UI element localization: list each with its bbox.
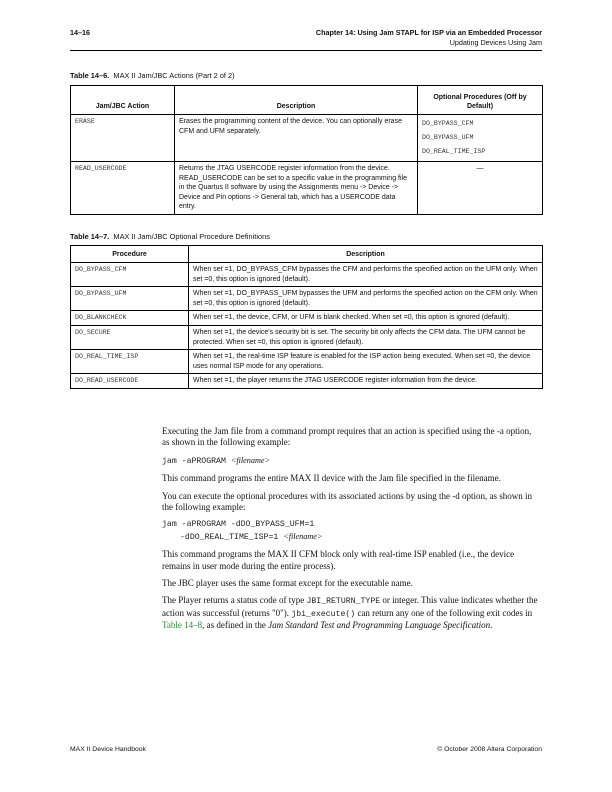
inline-code: JBI_RETURN_TYPE [306, 597, 381, 607]
table2-cell-procedure: DO_REAL_TIME_ISP [71, 350, 189, 374]
inline-code: jbi_execute() [291, 609, 356, 619]
table2-cell-procedure: DO_SECURE [71, 325, 189, 349]
text: The Player returns a status code of type [162, 595, 307, 606]
text: can return any one of the following exit codes in [355, 607, 533, 618]
optional-procedures-table [70, 245, 543, 389]
table2-cell-procedure: DO_BLANKCHECK [71, 311, 189, 326]
text: . [490, 620, 493, 631]
table2-cell-procedure: DO_BYPASS_UFM [71, 287, 189, 311]
table1-cell-action: ERASE [71, 115, 175, 162]
table2-cell-description: When set =1, DO_BYPASS_UFM bypasses the UFM and performs the specified action on the CFM only. When set =0, this option is ignored (default). [189, 287, 543, 311]
code-filename: <filename> [230, 455, 271, 465]
table-row [71, 263, 543, 287]
chapter-title: Chapter 14: Using Jam STAPL for ISP via an Embedded Processor [315, 28, 542, 37]
optional-procedure: DO_BYPASS_UFM [422, 134, 474, 141]
footer-handbook: MAX II Device Handbook [70, 746, 146, 753]
optional-procedure: DO_REAL_TIME_ISP [422, 148, 486, 155]
table1-caption [70, 71, 235, 80]
paragraph: This command programs the entire MAX II device with the Jam file specified in the filename. [162, 473, 501, 484]
table-row [71, 162, 543, 215]
paragraph: Executing the Jam file from a command prompt requires that an action is specified using the -a option, as shown in the following example: [162, 426, 532, 448]
table2-header-procedure: Procedure [71, 246, 189, 263]
body-text [162, 426, 540, 638]
optional-procedure: DO_BYPASS_CFM [422, 120, 474, 127]
header-rule [70, 50, 542, 51]
table1-header-action: Jam/JBC Action [71, 86, 175, 115]
table2-cell-description: When set =1, DO_BYPASS_CFM bypasses the CFM and performs the specified action on the UFM only. When set =0, this option is ignored (default). [189, 263, 543, 287]
table1-cell-action: READ_USERCODE [71, 162, 175, 215]
table1-caption-label: Table 14–6. [70, 71, 110, 80]
code-filename: <filename> [283, 531, 323, 541]
table-row [71, 350, 543, 374]
code-line: -dDO_REAL_TIME_ISP=1 [180, 532, 284, 542]
text: , as defined in the [202, 620, 269, 631]
code-command: jam -aPROGRAM [162, 456, 231, 466]
table2-cell-procedure: DO_READ_USERCODE [71, 374, 189, 389]
table2-cell-description: When set =1, the device, CFM, or UFM is blank checked. When set =0, this option is ignored (default). [189, 311, 543, 326]
table2-header-description: Description [189, 246, 543, 263]
paragraph: The JBC player uses the same format except for the executable name. [162, 578, 413, 589]
table-row [71, 115, 543, 162]
table1-cell-optional: — [418, 162, 543, 215]
paragraph: This command programs the MAX II CFM block only with real-time ISP enabled (i.e., the device remains in user mode during the entire process). [162, 549, 515, 571]
code-example-2 [162, 519, 540, 543]
table-row [71, 311, 543, 326]
table2-caption [70, 232, 270, 241]
table-row [71, 287, 543, 311]
table1-cell-description: Returns the JTAG USERCODE register information from the device. READ_USERCODE can be set to a specific value in the programming file in the Quartus II software by using the Assignments menu -> Device -> Device and Pin options -> General tab, which has a USERCODE data entry. [175, 162, 418, 215]
table1-header-description: Description [175, 86, 418, 115]
table1-cell-optional [418, 115, 543, 162]
table2-caption-label: Table 14–7. [70, 232, 110, 241]
table1-cell-description: Erases the programming content of the device. You can optionally erase CFM and UFM separately. [175, 115, 418, 162]
paragraph: You can execute the optional procedures with its associated actions by using the -d option, as shown in the following example: [162, 490, 533, 513]
jam-actions-table [70, 85, 543, 215]
section-title: Updating Devices Using Jam [449, 38, 542, 47]
page-number: 14–16 [70, 28, 90, 37]
code-line: jam -aPROGRAM -dDO_BYPASS_UFM=1 [162, 520, 315, 530]
text: or integer. This value indicates whether the action was successful (returns "0"). [162, 595, 538, 618]
code-example-1 [162, 455, 540, 467]
table-row [71, 374, 543, 389]
table-14-8-link[interactable]: Table 14–8 [162, 620, 203, 631]
table2-caption-text: MAX II Jam/JBC Optional Procedure Definitions [113, 232, 270, 241]
table1-header-optional: Optional Procedures (Off by Default) [418, 86, 543, 115]
table2-cell-description: When set =1, the player returns the JTAG USERCODE register information from the device. [189, 374, 543, 389]
table2-cell-description: When set =1, the real-time ISP feature is enabled for the ISP action being executed. When set =0, the device uses normal ISP mode for any operations. [189, 350, 543, 374]
table-row [71, 325, 543, 349]
table2-cell-description: When set =1, the device's security bit is set. The security bit only affects the CFM data. The UFM cannot be protected. When set =0, this option is ignored (default). [189, 325, 543, 349]
table2-cell-procedure: DO_BYPASS_CFM [71, 263, 189, 287]
footer-copyright: © October 2008 Altera Corporation [437, 746, 542, 753]
paragraph [162, 595, 540, 631]
table1-caption-text: MAX II Jam/JBC Actions (Part 2 of 2) [113, 71, 235, 80]
spec-title: Jam Standard Test and Programming Language Specification [268, 620, 491, 631]
